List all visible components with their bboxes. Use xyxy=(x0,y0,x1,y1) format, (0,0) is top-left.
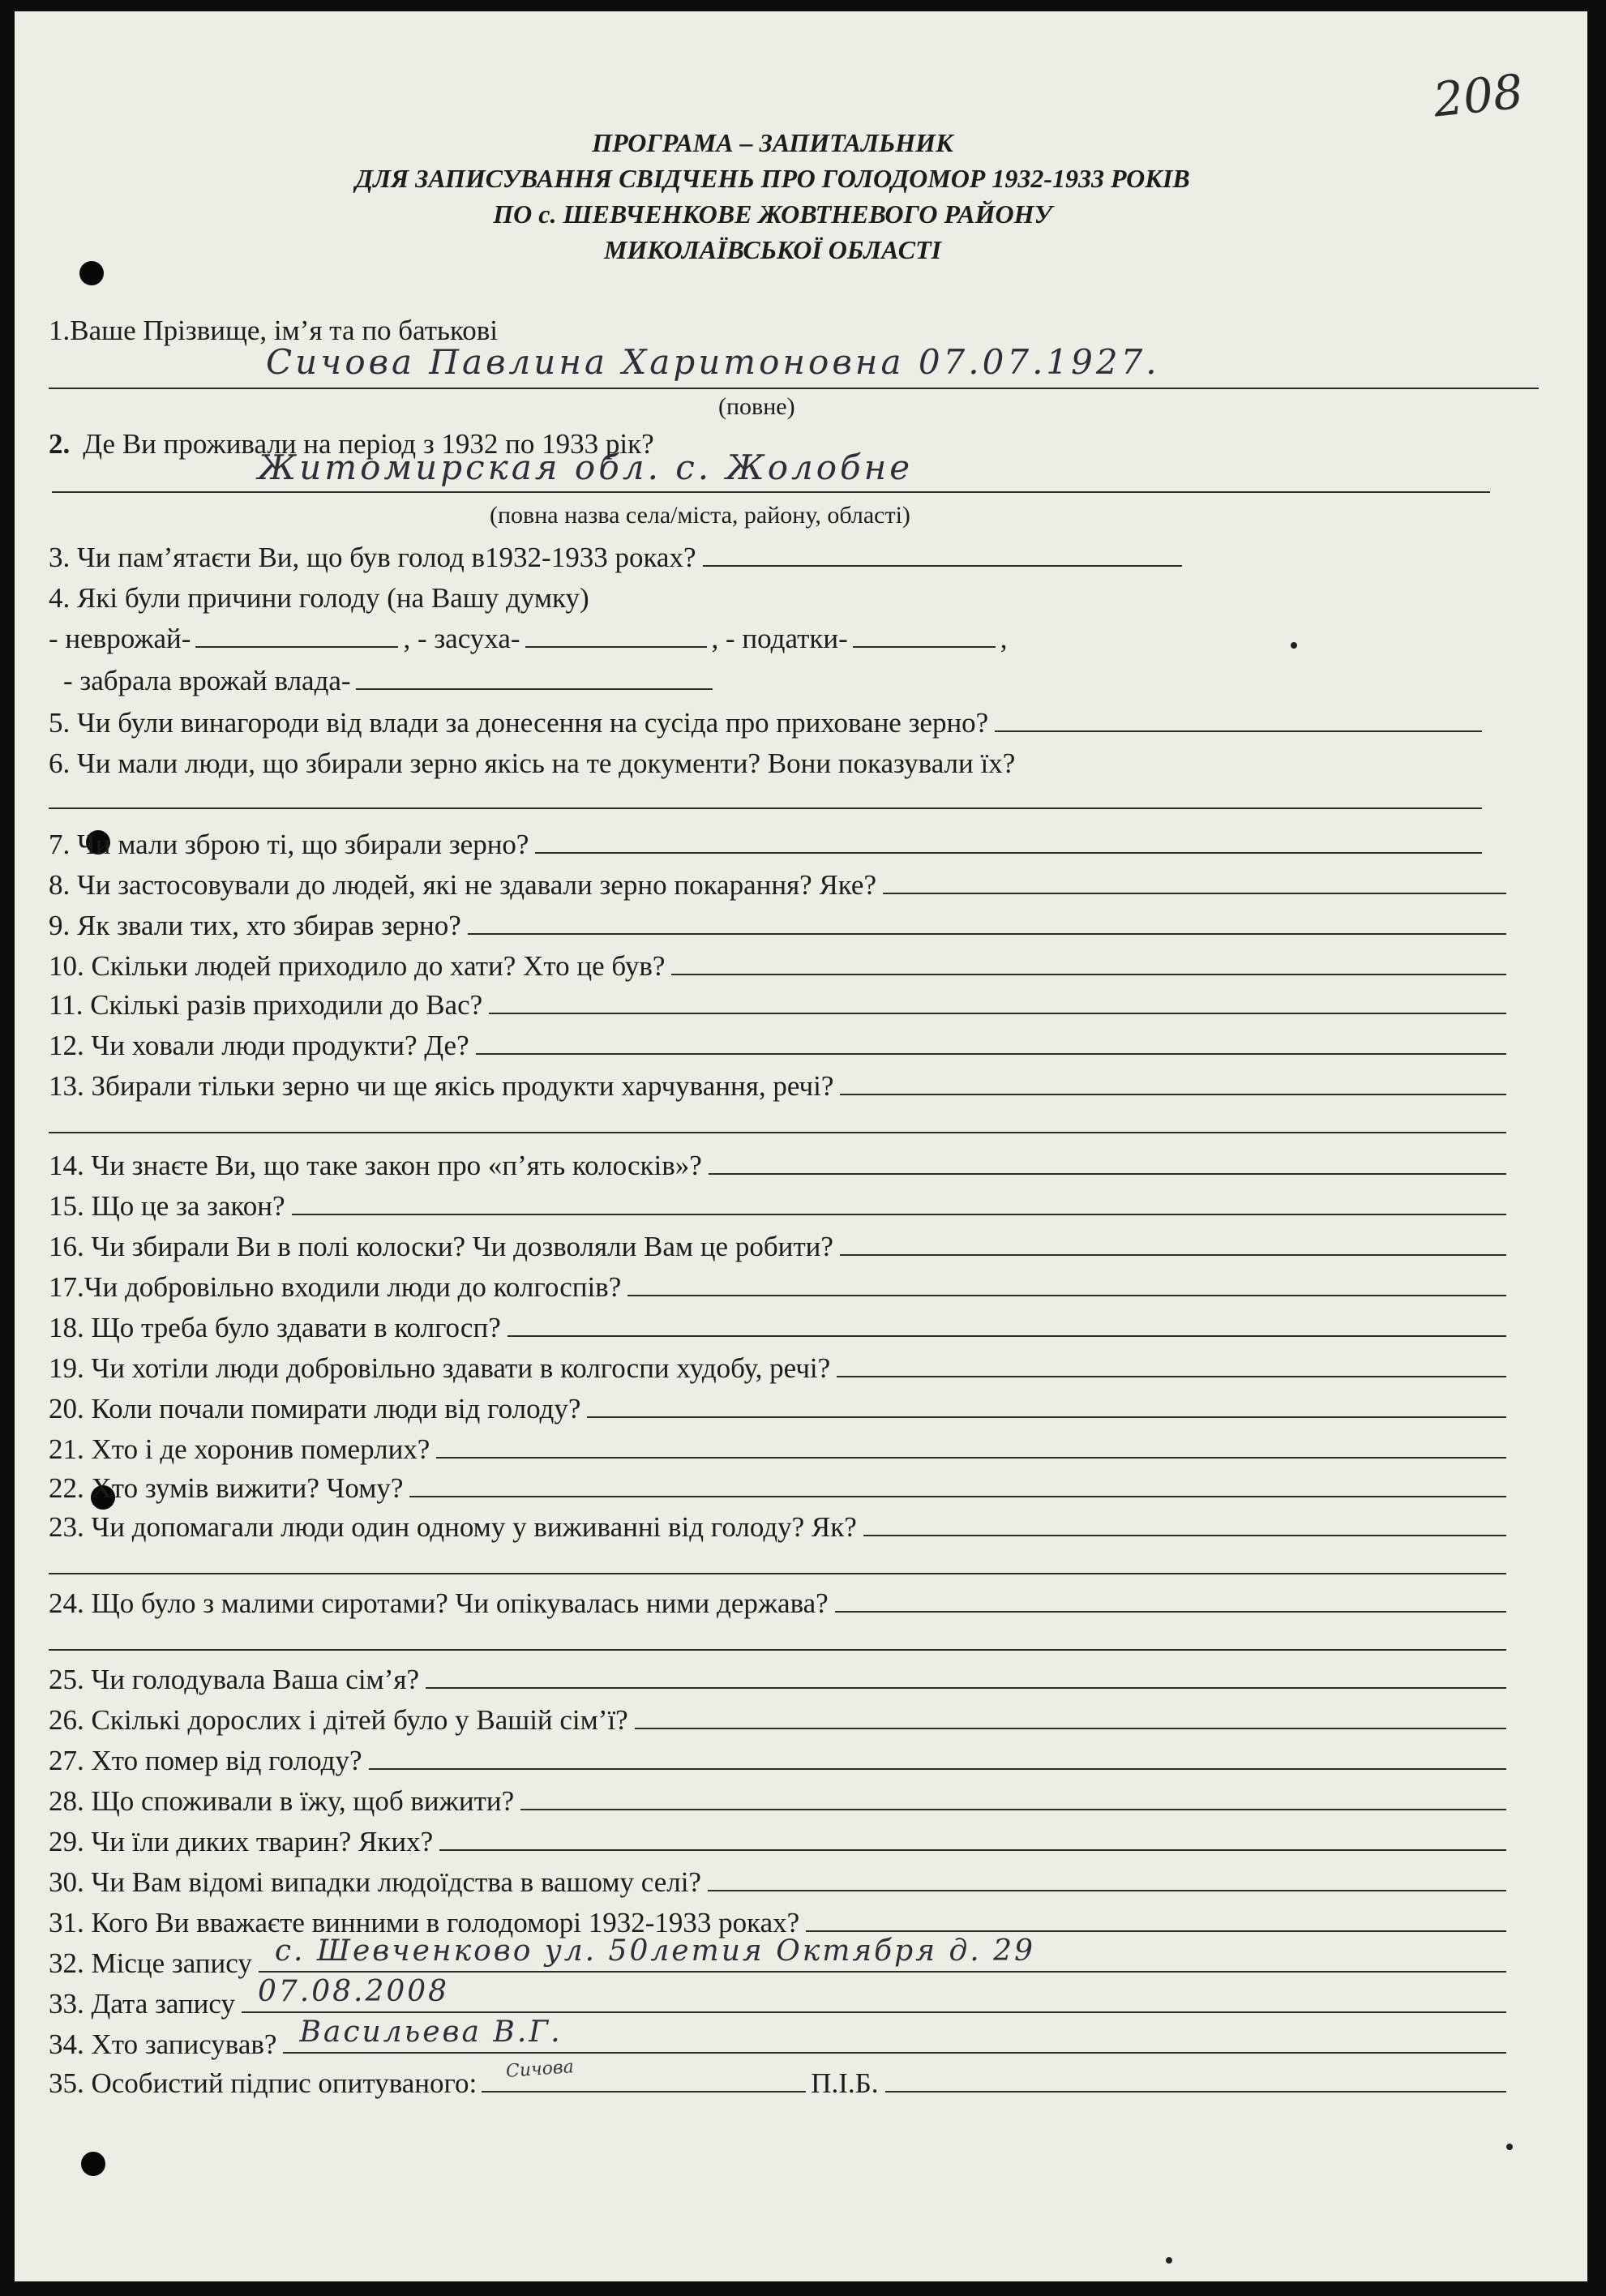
question-18 xyxy=(49,1310,1506,1346)
question-8 xyxy=(49,867,1506,903)
paper-speck xyxy=(1506,2144,1513,2150)
question-label: 34. Хто записував? xyxy=(49,2028,277,2060)
question-label: 23. Чи допомагали люди один одному у виживанні від голоду? Як? xyxy=(49,1511,857,1543)
question-14 xyxy=(49,1148,1506,1184)
field-caption: (повна назва села/міста, району, області) xyxy=(490,502,910,529)
answer-line[interactable] xyxy=(863,1510,1506,1536)
answer-line[interactable] xyxy=(292,1189,1506,1215)
question-23 xyxy=(49,1510,1506,1545)
question-label: 14. Чи знаєте Ви, що таке закон про «п’ять колосків»? xyxy=(49,1150,702,1181)
question-30 xyxy=(49,1865,1506,1900)
question-label: 11. Скількі разів приходили до Вас? xyxy=(49,989,483,1021)
question-33 xyxy=(49,1975,1506,2022)
question-label: 13. Збирали тільки зерно чи ще якісь продукти харчування, речі? xyxy=(49,1070,834,1102)
question-label: 31. Кого Ви вважаєте винними в голодоморі 1932-1933 роках? xyxy=(49,1907,800,1938)
answer-line[interactable] xyxy=(708,1866,1506,1891)
answer-line[interactable] xyxy=(468,909,1506,935)
question-28 xyxy=(49,1784,1506,1819)
question-label: 3. Чи пам’ятаєти Ви, що був голод в1932-1933 роках? xyxy=(49,542,696,573)
handwritten-answer: Сичова Павлина Харитоновна 07.07.1927. xyxy=(266,342,1160,382)
question-label: 19. Чи хотіли люди добровільно здавати в колгоспи худобу, речі? xyxy=(49,1352,831,1384)
answer-line[interactable] xyxy=(476,1029,1506,1055)
answer-line[interactable] xyxy=(489,988,1506,1014)
question-15 xyxy=(49,1189,1506,1224)
answer-line[interactable] xyxy=(520,1784,1506,1810)
answer-line[interactable] xyxy=(535,828,1482,854)
question-10 xyxy=(49,949,1506,984)
question-35 xyxy=(49,2057,1506,2101)
question-label: 16. Чи збирали Ви в полі колоски? Чи дозволяли Вам це робити? xyxy=(49,1231,833,1262)
answer-line[interactable] xyxy=(242,1975,1506,2013)
question-21 xyxy=(49,1432,1506,1467)
answer-line[interactable] xyxy=(525,622,707,648)
answer-line[interactable] xyxy=(49,1132,1506,1133)
question-12 xyxy=(49,1028,1506,1064)
answer-line[interactable] xyxy=(995,706,1482,732)
question-4-option-4 xyxy=(63,663,1539,699)
answer-line[interactable] xyxy=(52,491,1490,493)
answer-line[interactable] xyxy=(369,1744,1507,1770)
answer-line[interactable] xyxy=(840,1230,1506,1256)
answer-line[interactable] xyxy=(627,1270,1506,1296)
answer-line[interactable] xyxy=(587,1392,1506,1418)
option-label: - неврожай- xyxy=(49,623,191,654)
answer-line[interactable] xyxy=(49,1649,1506,1651)
pib-label: П.І.Б. xyxy=(811,2067,879,2099)
paper-speck xyxy=(1166,2257,1172,2264)
option-label: - забрала врожай влада- xyxy=(63,665,351,696)
handwritten-answer: Васильева В.Г. xyxy=(299,2015,563,2049)
question-label: 5. Чи були винагороди від влади за донесення на сусіда про приховане зерно? xyxy=(49,707,989,739)
answer-line[interactable] xyxy=(49,388,1539,389)
question-24 xyxy=(49,1586,1506,1621)
questionnaire-sheet xyxy=(15,11,1587,2281)
page-number: 208 xyxy=(1430,63,1526,128)
question-label: 35. Особистий підпис опитуваного: xyxy=(49,2067,478,2099)
form-title xyxy=(15,125,1531,268)
question-label: 1.Ваше Прізвище, ім’я та по батькові xyxy=(49,315,498,346)
question-label: 24. Що було з малими сиротами? Чи опікувалась ними держава? xyxy=(49,1587,829,1619)
option-label: , - податки- xyxy=(711,623,848,654)
question-label: 17.Чи добровільно входили люди до колгоспів? xyxy=(49,1271,622,1303)
question-label: 15. Що це за закон? xyxy=(49,1190,285,1222)
answer-line[interactable] xyxy=(439,1825,1506,1851)
question-16 xyxy=(49,1229,1506,1265)
handwritten-answer: 07.08.2008 xyxy=(257,1975,450,2008)
pib-line[interactable] xyxy=(885,2067,1506,2093)
question-22 xyxy=(49,1471,1506,1506)
answer-line[interactable] xyxy=(853,622,996,648)
question-number: 2. xyxy=(49,428,71,460)
question-label: 8. Чи застосовували до людей, які не здавали зерно покарання? Яке? xyxy=(49,869,876,901)
title-line: ДЛЯ ЗАПИСУВАННЯ СВІДЧЕНЬ ПРО ГОЛОДОМОР 1932-1933 РОКІВ xyxy=(355,164,1190,193)
answer-line[interactable] xyxy=(49,807,1482,809)
question-label: 29. Чи їли диких тварин? Яких? xyxy=(49,1826,434,1857)
question-label: 22. Хто зумів вижити? Чому? xyxy=(49,1472,404,1504)
title-line: ПО с. ШЕВЧЕНКОВЕ ЖОВТНЕВОГО РАЙОНУ xyxy=(493,199,1052,229)
answer-line[interactable] xyxy=(835,1587,1506,1613)
punch-hole xyxy=(81,2152,105,2176)
question-label: 33. Дата запису xyxy=(49,1988,235,2020)
answer-line[interactable] xyxy=(409,1471,1506,1497)
answer-line[interactable] xyxy=(671,949,1506,975)
question-label: 12. Чи ховали люди продукти? Де? xyxy=(49,1030,469,1061)
option-label: , - засуха- xyxy=(403,623,520,654)
answer-line[interactable] xyxy=(49,1573,1506,1574)
question-label: 30. Чи Вам відомі випадки людоїдства в вашому селі? xyxy=(49,1866,701,1898)
question-label: 9. Як звали тих, хто збирав зерно? xyxy=(49,910,461,941)
option-label: , xyxy=(1000,623,1008,654)
title-line: ПРОГРАМА – ЗАПИТАЛЬНИК xyxy=(592,128,953,157)
title-line: МИКОЛАЇВСЬКОЇ ОБЛАСТІ xyxy=(603,235,942,264)
question-5 xyxy=(49,705,1482,741)
answer-line[interactable] xyxy=(283,2015,1506,2054)
answer-line[interactable] xyxy=(436,1433,1506,1459)
answer-line[interactable] xyxy=(259,1934,1506,1973)
question-label: 4. Які були причини голоду (на Вашу думку) xyxy=(49,582,589,614)
answer-line[interactable] xyxy=(635,1703,1506,1729)
question-3 xyxy=(49,540,1182,576)
question-25 xyxy=(49,1662,1506,1698)
answer-line[interactable] xyxy=(356,664,713,690)
field-caption: (повне) xyxy=(718,393,795,420)
question-label: 6. Чи мали люди, що збирали зерно якісь на те документи? Вони показували їх? xyxy=(49,747,1016,779)
answer-line[interactable] xyxy=(703,541,1183,567)
question-label: 27. Хто помер від голоду? xyxy=(49,1745,362,1776)
question-label: 28. Що споживали в їжу, щоб вижити? xyxy=(49,1785,515,1817)
question-label: 20. Коли почали помирати люди від голоду? xyxy=(49,1393,581,1424)
question-9 xyxy=(49,908,1506,944)
question-13 xyxy=(49,1069,1506,1104)
question-label: 26. Скількі дорослих і дітей було у Вашій сім’ї? xyxy=(49,1704,628,1736)
signature-line[interactable] xyxy=(482,2057,806,2093)
question-label: Де Ви проживали на період з 1932 по 1933 рік? xyxy=(83,428,654,460)
answer-line[interactable] xyxy=(426,1663,1506,1689)
question-19 xyxy=(49,1351,1506,1386)
handwritten-answer: с. Шевченково ул. 50летия Октября д. 29 xyxy=(274,1934,1035,1968)
question-20 xyxy=(49,1391,1506,1427)
question-26 xyxy=(49,1703,1506,1738)
question-label: 10. Скільки людей приходило до хати? Хто це був? xyxy=(49,950,666,982)
question-34 xyxy=(49,2015,1506,2063)
answer-line[interactable] xyxy=(837,1351,1506,1377)
question-29 xyxy=(49,1824,1506,1860)
question-7 xyxy=(49,827,1482,863)
answer-line[interactable] xyxy=(840,1069,1506,1095)
question-label: 7. Чи мали зброю ті, що збирали зерно? xyxy=(49,829,529,860)
question-4-options xyxy=(49,621,1539,657)
question-label: 32. Місце запису xyxy=(49,1947,252,1979)
answer-line[interactable] xyxy=(507,1311,1506,1337)
answer-line[interactable] xyxy=(195,622,398,648)
question-6 xyxy=(49,746,1539,782)
question-27 xyxy=(49,1743,1506,1779)
question-4 xyxy=(49,580,1539,616)
answer-line[interactable] xyxy=(806,1906,1506,1932)
answer-line[interactable] xyxy=(709,1149,1506,1175)
answer-line[interactable] xyxy=(883,868,1506,894)
question-label: 25. Чи голодувала Ваша сім’я? xyxy=(49,1664,419,1695)
question-17 xyxy=(49,1270,1506,1305)
signature: Сичова xyxy=(505,2057,575,2082)
question-11 xyxy=(49,987,1506,1023)
handwritten-answer: Житомирская обл. с. Жолобне xyxy=(258,448,914,487)
question-label: 21. Хто і де хоронив померлих? xyxy=(49,1433,430,1465)
question-label: 18. Що треба було здавати в колгосп? xyxy=(49,1312,501,1343)
